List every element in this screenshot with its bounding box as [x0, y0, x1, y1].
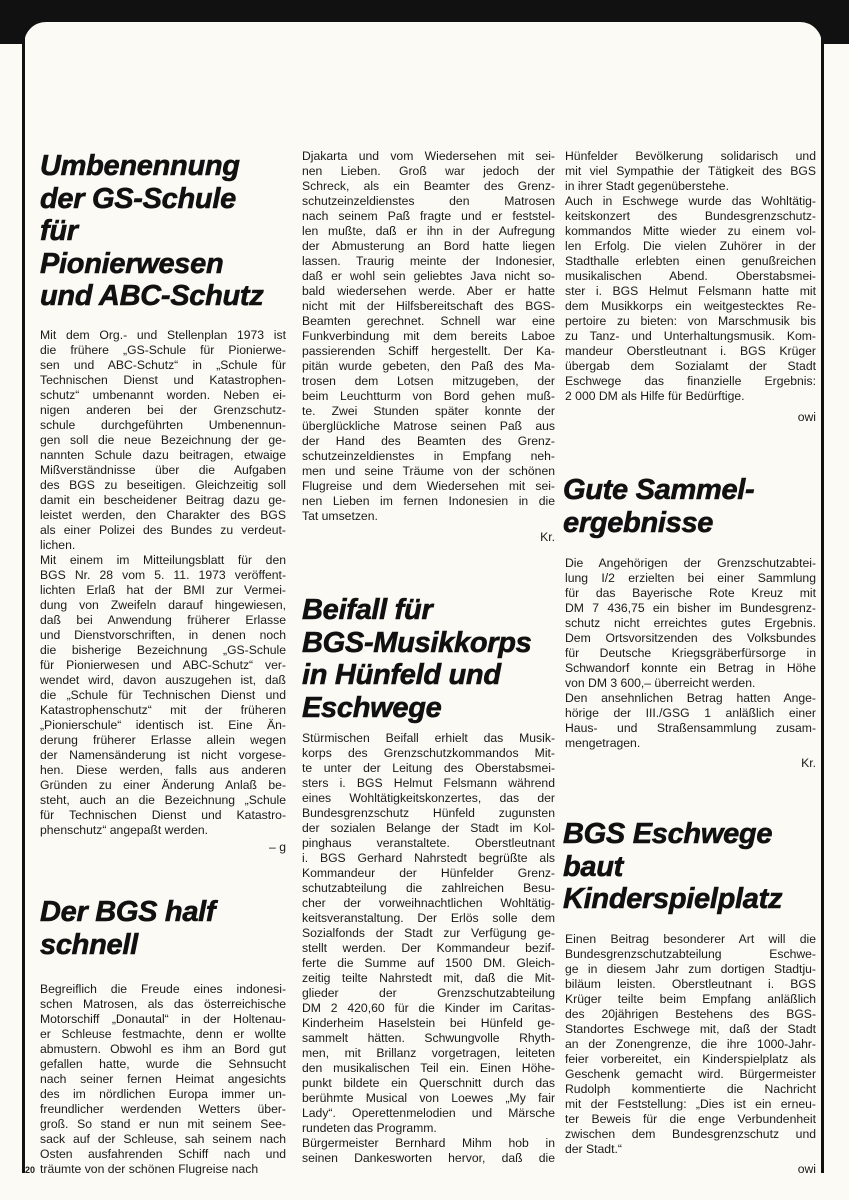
text-line: Begreiflich die Freude eines indonesi-	[40, 982, 286, 996]
text-line: Djakarta und vom Wiedersehen mit sei-	[302, 149, 555, 163]
article-signature: owi	[797, 1162, 816, 1176]
page-frame-inner	[24, 22, 822, 62]
text-line: Stadthalle erlebten einen genußreichen	[565, 254, 816, 268]
text-line: Schreck, als ein Beamter des Grenz-	[302, 179, 555, 193]
text-line: Rudolph kommentierte die Nachricht	[565, 1082, 816, 1096]
text-line: groß. So stand er nun mit seinem See-	[40, 1117, 286, 1131]
text-line: Bundesgrenzschutzabteilung Eschwe-	[565, 947, 816, 961]
text-line: keitsveranstaltung. Der Erlös solle dem	[302, 911, 555, 925]
text-line: Flugreise und dem Wiedersehen mit sei-	[302, 479, 555, 493]
text-line: Motorschiff „Donautal“ in der Holtenau-	[40, 1012, 286, 1026]
text-line: schutzeinzeldienstes den Matrosen	[302, 194, 555, 208]
text-line: sammelt hätten. Schwungvolle Rhyth-	[302, 1031, 555, 1045]
text-line: Den ansehnlichen Betrag hatten Ange-	[565, 691, 816, 705]
text-line: Osten ausfahrenden Schiff nach und	[40, 1147, 286, 1161]
text-line: nigen anderen bei der Grenzschutz-	[40, 403, 286, 417]
article-heading	[563, 818, 782, 916]
text-line: abmustern. Obwohl es ihm an Bord gut	[40, 1042, 286, 1056]
text-line: freundlicher werdenden Wetters über-	[40, 1102, 286, 1116]
article-body	[40, 328, 286, 838]
text-line: des 20jährigen Bestehens des BGS-	[565, 1007, 816, 1021]
article-body	[565, 556, 816, 751]
text-line: feier vorbereitet, ein Kinderspielplatz als	[565, 1052, 816, 1066]
text-line: als einer Polizei des Bundes zu verdeut-	[40, 523, 286, 537]
text-line: DM 7 436,75 ein bisher im Bundesgrenz-	[565, 601, 816, 615]
text-line: Stürmischen Beifall erhielt das Musik-	[302, 731, 555, 745]
text-line: korps des Grenzschutzkommandos Mit-	[302, 746, 555, 760]
text-line: mengetragen.	[565, 736, 641, 750]
text-line: te unter der Leitung des Oberstabsmei-	[302, 761, 555, 775]
text-line: sters i. BGS Helmut Felsmann während	[302, 776, 555, 790]
text-line: BGS Nr. 28 vom 5. 11. 1973 veröffent-	[40, 568, 286, 582]
text-line: hörige der III./GSG 1 anläßlich einer	[565, 706, 816, 720]
page-frame-left-rule	[22, 30, 25, 1173]
article-body	[565, 932, 816, 1157]
text-line: ge in diesem Jahr zum dortigen Stadtju-	[565, 962, 816, 976]
article-signature: – g	[269, 840, 286, 854]
text-line: rundeten das Programm.	[302, 1121, 437, 1135]
heading-line: der GS-Schule	[40, 182, 236, 215]
text-line: sack auf der Schleuse, sah seinem nach	[40, 1132, 286, 1146]
text-line: mit der Feststellung: „Dies ist ein erneu-	[565, 1097, 816, 1111]
text-line: cher der vorweihnachtlichen Wohltätig-	[302, 896, 555, 910]
text-line: Technischen Dienst und Katastrophen-	[40, 373, 286, 387]
text-line: Mit dem Org.- und Stellenplan 1973 ist	[40, 328, 286, 342]
text-line: kommandos Mitte wieder zu einem vol-	[565, 224, 816, 238]
text-line: gen soll die neue Bezeichnung der ge-	[40, 433, 286, 447]
text-line: schutz nicht erreichtes gutes Ergebnis.	[565, 616, 816, 630]
text-line: derung früherer Erlasse allein wegen	[40, 733, 286, 747]
text-line: zu Tanz- und Unterhaltungsmusik. Kom-	[565, 329, 816, 343]
text-line: mit viel Sympathie der Tätigkeit des BGS	[565, 164, 816, 178]
text-line: passierenden Schiff hergestellt. Der Ka-	[302, 344, 555, 358]
text-line: Schwandorf konnte ein Betrag in Höhe	[565, 661, 816, 675]
text-line: pertoire zu bieten: von Marschmusik bis	[565, 314, 816, 328]
text-line: und Dienstvorschriften, in denen noch	[40, 628, 286, 642]
text-line: trosen dem Lotsen mitzugeben, der	[302, 374, 555, 388]
text-line: für Technischen Dienst und Katastro-	[40, 808, 286, 822]
text-line: übergab dem Sozialamt der Stadt	[565, 359, 816, 373]
text-line: punkt bildete ein Querschnitt durch das	[302, 1076, 555, 1090]
text-line: Gründen zu einer Änderung Anlaß be-	[40, 778, 286, 792]
article-heading	[302, 594, 531, 724]
heading-line: schnell	[40, 928, 138, 961]
page-number: 20	[25, 1165, 36, 1175]
article-body	[40, 982, 286, 1177]
text-line: die frühere „GS-Schule für Pionierwe-	[40, 343, 286, 357]
text-line: nen Lieben im fernen Indonesien in die	[302, 494, 555, 508]
text-line: Die Angehörigen der Grenzschutzabtei-	[565, 556, 816, 570]
text-line: stellt werden. Der Kommandeur bezif-	[302, 941, 555, 955]
text-line: pinghaus veranstaltete. Oberstleutnant	[302, 836, 555, 850]
text-line: phenschutz“ angepaßt werden.	[40, 823, 209, 837]
text-line: Lady“. Operettenmelodien und Märsche	[302, 1106, 555, 1120]
text-line: des im nördlichen Europa immer un-	[40, 1087, 286, 1101]
text-line: ster i. BGS Helmut Felsmann hatte mit	[565, 284, 816, 298]
text-line: daß bei Anwendung früherer Erlasse	[40, 613, 286, 627]
text-line: der Namensänderung ist nicht vorgese-	[40, 748, 286, 762]
text-line: pitän wurde gebeten, den Paß des Ma-	[302, 359, 555, 373]
text-line: der Abmusterung an Bord hatte liegen	[302, 239, 555, 253]
heading-line: Umbenennung	[40, 150, 240, 182]
text-line: für das Bayerische Rote Kreuz mit	[565, 586, 816, 600]
heading-line: Kinderspielplatz	[563, 883, 783, 915]
heading-line: Eschwege	[302, 691, 442, 724]
article-heading	[40, 150, 263, 313]
text-line: zwischen dem Bundesgrenzschutz und	[565, 1127, 816, 1141]
text-line: glieder der Grenzschutzabteilung	[302, 986, 555, 1000]
text-line: steht, auch an die Bezeichnung „Schule	[40, 793, 286, 807]
text-line: i. BGS Gerhard Nahrstedt begrüßte als	[302, 851, 555, 865]
text-line: Standortes Eschwege mit, daß der Stadt	[565, 1022, 816, 1036]
text-line: Auch in Eschwege wurde das Wohltätig-	[565, 194, 816, 208]
heading-line: für	[40, 215, 78, 247]
page-frame-right-rule	[821, 30, 824, 1173]
text-line: der Stadt.“	[565, 1142, 622, 1156]
text-line: der sozialen Belange der Stadt im Kol-	[302, 821, 555, 835]
text-line: nach seiner fernen Heimat angesichts	[40, 1072, 286, 1086]
text-line: Katastrophenschutz“ mit der früheren	[40, 703, 286, 717]
article-signature: Kr.	[801, 756, 816, 770]
text-line: schutz“ umbenannt worden. Neben ei-	[40, 388, 286, 402]
text-line: Funkverbindung mit dem bereits Laboe	[302, 329, 555, 343]
text-line: „Pionierschule“ identisch ist. Eine Än-	[40, 718, 286, 732]
text-line: ter Beweis für die enge Verbundenheit	[565, 1112, 816, 1126]
text-line: lichen.	[40, 538, 76, 552]
text-line: Einen Beitrag besonderer Art will die	[565, 932, 816, 946]
text-line: Dem Ortsvorsitzenden des Volksbundes	[565, 631, 816, 645]
text-line: Tat umsetzen.	[302, 509, 378, 523]
text-line: Haus- und Straßensammlung zusam-	[565, 721, 816, 735]
text-line: len mußte, daß er ihn in der Aufregung	[302, 224, 555, 238]
text-line: die „Schule für Technischen Dienst und	[40, 688, 286, 702]
text-line: berühmte Musical von Loewes „My fair	[302, 1091, 555, 1105]
heading-line: Pionierwesen	[40, 247, 224, 280]
text-line: schen Matrosen, als das österreichische	[40, 997, 286, 1011]
article-body	[302, 731, 555, 1166]
text-line: Bürgermeister Bernhard Mihm hob in	[302, 1136, 555, 1150]
text-line: der Hand des Beamten des Grenz-	[302, 434, 555, 448]
text-line: lung I/2 erzielten bei einer Sammlung	[565, 571, 816, 585]
text-line: nen Lieben. Groß war jedoch der	[302, 164, 555, 178]
text-line: ferte die Summe auf 1500 DM. Gleich-	[302, 956, 555, 970]
article-body-continued	[565, 149, 816, 404]
article-signature: Kr.	[540, 530, 555, 544]
text-line: beim Leuchtturm von Bord gehen muß-	[302, 389, 555, 403]
article-signature: owi	[797, 410, 816, 424]
text-line: DM 2 420,60 für die Kinder im Caritas-	[302, 1001, 555, 1015]
text-line: men und seine Träume von der schönen	[302, 464, 555, 478]
text-line: te. Zwei Stunden später konnte der	[302, 404, 555, 418]
text-line: eines Wohltätigkeitskonzertes, das der	[302, 791, 555, 805]
heading-line: in Hünfeld und	[302, 659, 501, 691]
text-line: hen. Diese werden, falls aus anderen	[40, 763, 286, 777]
text-line: den musikalischen Teil ein. Einen Höhe-	[302, 1061, 555, 1075]
text-line: men, mit Brillanz vorgetragen, leiteten	[302, 1046, 555, 1060]
text-line: zeitig teilte Nahrstedt mit, daß die Mit-	[302, 971, 555, 985]
text-line: schutzabteilung die zahlreichen Besu-	[302, 881, 555, 895]
text-line: Bundesgrenzschutz Hünfeld zugunsten	[302, 806, 555, 820]
text-line: er Schleuse festmachte, denn er wollte	[40, 1027, 286, 1041]
text-line: leistet werden, den Charakter des BGS	[40, 508, 286, 522]
text-line: sen und ABC-Schutz“ in „Schule für	[40, 358, 286, 372]
text-line: träumte von der schönen Flugreise nach	[40, 1162, 259, 1176]
text-line: des BGS zu beseitigen. Gleichzeitig soll	[40, 478, 286, 492]
text-line: Kinderheim Haselstein bei Hünfeld ge-	[302, 1016, 555, 1030]
heading-line: BGS-Musikkorps	[302, 626, 532, 659]
text-line: die bisherige Bezeichnung „GS-Schule	[40, 643, 286, 657]
text-line: Mit einem im Mitteilungsblatt für den	[40, 553, 286, 567]
text-line: bald wiedersehen werde. Aber er hatte	[302, 284, 555, 298]
heading-line: ergebnisse	[563, 506, 714, 539]
text-line: nannten Schule dazu beitragen, etwaige	[40, 448, 286, 462]
text-line: seinen Dankesworten hervor, daß die	[302, 1151, 555, 1165]
text-line: damit ein bescheidener Beitrag dazu ge-	[40, 493, 286, 507]
heading-line: Beifall für	[302, 594, 433, 626]
text-line: Mißverständnisse über die Aufgaben	[40, 463, 286, 477]
text-line: nach seinem Paß fragte und er feststel-	[302, 209, 555, 223]
text-line: biläum leisten. Oberstleutnant i. BGS	[565, 977, 816, 991]
text-line: von DM 3 600,– überreicht werden.	[565, 676, 756, 690]
article-heading	[40, 896, 215, 961]
text-line: daß er wohl sein geliebtes Java nicht so-	[302, 269, 555, 283]
text-line: Geschenk gemacht wird. Bürgermeister	[565, 1067, 816, 1081]
text-line: Krüger teilte beim Empfang anläßlich	[565, 992, 816, 1006]
heading-line: Gute Sammel-	[563, 474, 755, 506]
text-line: lichten Erlaß hat der BMI zur Vermei-	[40, 583, 286, 597]
text-line: an der Zonengrenze, die ihre 1000-Jahr-	[565, 1037, 816, 1051]
text-line: gefallen hatte, wurde die Sehnsucht	[40, 1057, 286, 1071]
text-line: dem Musikkorps ein weitgestecktes Re-	[565, 299, 816, 313]
text-line: wendet wird, davon auszugehen ist, daß	[40, 673, 286, 687]
article-heading	[563, 474, 754, 539]
heading-line: und ABC-Schutz	[40, 280, 264, 312]
text-line: für Deutsche Kriegsgräberfürsorge in	[565, 646, 816, 660]
text-line: Beamten gerechnet. Schnell war eine	[302, 314, 555, 328]
text-line: 2 000 DM als Hilfe für Bedürftige.	[565, 389, 745, 403]
text-line: len Erfolg. Die vielen Zuhörer in der	[565, 239, 816, 253]
text-line: Hünfelder Bevölkerung solidarisch und	[565, 149, 816, 163]
text-line: schule durchgeführten Umbenennun-	[40, 418, 286, 432]
article-body-continued	[302, 149, 555, 524]
text-line: keitskonzert des Bundesgrenzschutz-	[565, 209, 816, 223]
heading-line: BGS Eschwege	[563, 818, 773, 850]
heading-line: Der BGS half	[40, 896, 216, 928]
text-line: überglückliche Matrose seinen Paß aus	[302, 419, 555, 433]
text-line: nicht mit der Hilfsbereitschaft des BGS-	[302, 299, 555, 313]
text-line: für Pionierwesen und ABC-Schutz“ ver-	[40, 658, 286, 672]
text-line: dung von Zweifeln darauf hingewiesen,	[40, 598, 286, 612]
text-line: Kommandeur der Hünfelder Grenz-	[302, 866, 555, 880]
text-line: lassen. Traurig meinte der Indonesier,	[302, 254, 555, 268]
heading-line: baut	[563, 850, 624, 883]
text-line: schutzeinzeldienstes in Empfang neh-	[302, 449, 555, 463]
text-line: Sozialfonds der Stadt zur Verfügung ge-	[302, 926, 555, 940]
text-line: Eschwege das finanzielle Ergebnis:	[565, 374, 816, 388]
text-line: in ihrer Stadt gegenüberstehe.	[565, 179, 729, 193]
text-line: mandeur Oberstleutnant i. BGS Krüger	[565, 344, 816, 358]
text-line: musikalischen Abend. Oberstabsmei-	[565, 269, 816, 283]
